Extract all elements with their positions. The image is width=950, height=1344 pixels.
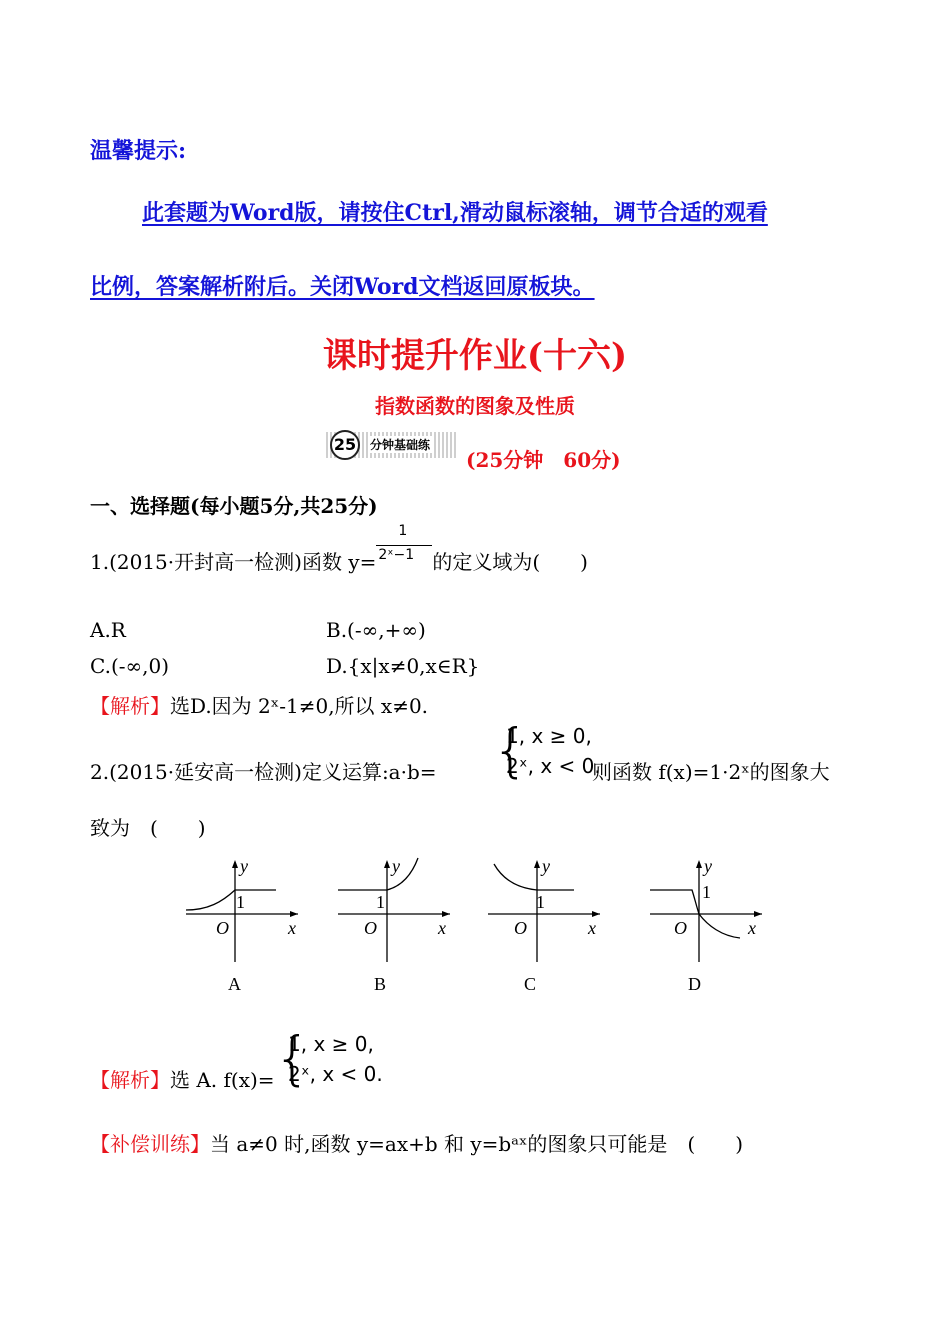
section-heading: 一、选择题(每小题5分,共25分): [90, 494, 378, 518]
q2-analysis-brace: {: [274, 1024, 311, 1092]
graph-d-label: D: [688, 974, 701, 994]
graph-b-label: B: [374, 974, 387, 994]
q2-analysis-case-2: 2ˣ, x < 0.: [288, 1062, 383, 1086]
tip-line-2[interactable]: 比例，答案解析附后。关闭Word文档返回原板块。: [90, 274, 595, 300]
q2-case-2: 2ˣ, x < 0.: [506, 754, 601, 778]
q1-analysis-text: 选D.因为 2ˣ-1≠0,所以 x≠0.: [170, 694, 429, 718]
time-score: (25分钟 60分): [466, 448, 621, 472]
graph-d[interactable]: [642, 856, 774, 996]
q1-option-c: C.(-∞,0): [90, 654, 170, 678]
graph-c-x-label: x: [588, 918, 596, 938]
graph-b[interactable]: [330, 856, 462, 996]
supplement-label: 【补偿训练】: [90, 1132, 210, 1156]
graph-b-one: 1: [376, 892, 385, 912]
graph-d-x-arrow: [754, 911, 762, 917]
graph-c-label: C: [524, 974, 537, 994]
q1-stem-suffix: 的定义域为( ): [432, 550, 588, 574]
q1-frac-bar: [376, 545, 432, 546]
graph-d-origin: O: [674, 918, 687, 938]
graph-c-y-label: y: [542, 856, 550, 876]
q2-stem-suffix: 则函数 f(x)=1·2ˣ的图象大: [592, 760, 830, 784]
graph-d-one: 1: [702, 882, 711, 902]
q2-analysis-case-1: 1, x ≥ 0,: [288, 1032, 374, 1056]
q2-stem: 2.(2015·延安高一检测)定义运算:a·b=: [90, 760, 437, 784]
q2-analysis-label: 【解析】: [90, 1068, 170, 1092]
graph-d-y-arrow: [696, 860, 702, 868]
q1-frac-den: 2ˣ−1: [378, 547, 415, 563]
graph-a-y-label: y: [240, 856, 248, 876]
supplement-text: 当 a≠0 时,函数 y=ax+b 和 y=bᵃˣ的图象只可能是 ( ): [210, 1132, 744, 1156]
graph-a-x-label: x: [288, 918, 296, 938]
graph-b-curve: [338, 858, 418, 890]
graph-a[interactable]: [178, 856, 310, 996]
graph-b-y-arrow: [384, 860, 390, 868]
q1-option-a: A.R: [90, 618, 126, 642]
q2-analysis-piecewise: [274, 1024, 396, 1092]
q2-stem-line2: 致为 ( ): [90, 816, 206, 840]
graph-c-y-arrow: [534, 860, 540, 868]
graph-b-x-arrow: [442, 911, 450, 917]
graph-a-y-arrow: [232, 860, 238, 868]
timer-badge: [326, 430, 456, 460]
q1-option-b: B.(-∞,+∞): [326, 618, 426, 642]
graph-a-origin: O: [216, 918, 229, 938]
q2-case-1: 1, x ≥ 0,: [506, 724, 592, 748]
q2-analysis-text: 选 A. f(x)=: [170, 1068, 275, 1092]
q1-stem-prefix: 1.(2015·开封高一检测)函数 y=: [90, 550, 377, 574]
graph-c[interactable]: [480, 856, 612, 996]
tip-title: 温馨提示:: [90, 138, 187, 164]
q2-brace: {: [492, 716, 529, 784]
graph-b-origin: O: [364, 918, 377, 938]
q2-piecewise: [492, 716, 601, 784]
graph-a-curve: [186, 890, 276, 910]
graph-b-x-label: x: [438, 918, 446, 938]
tip-line-1[interactable]: 此套题为Word版，请按住Ctrl,滑动鼠标滚轴，调节合适的观看: [142, 200, 768, 226]
graph-b-y-label: y: [392, 856, 400, 876]
q1-option-d: D.{x|x≠0,x∈R}: [326, 654, 480, 678]
page-title: 课时提升作业(十六): [322, 336, 628, 376]
graph-a-label: A: [228, 974, 241, 994]
supplement: [90, 1128, 743, 1157]
page-subtitle: 指数函数的图象及性质: [375, 394, 575, 418]
q2-analysis: [90, 1064, 275, 1093]
graph-a-one: 1: [236, 892, 245, 912]
q1-analysis: [90, 690, 428, 719]
q1-frac-num: 1: [398, 523, 408, 539]
graph-c-x-arrow: [592, 911, 600, 917]
graph-c-origin: O: [514, 918, 527, 938]
graph-d-y-label: y: [704, 856, 712, 876]
graph-c-curve: [494, 864, 574, 890]
graph-d-x-label: x: [748, 918, 756, 938]
badge-text: 分钟基础练: [370, 438, 431, 452]
graph-c-one: 1: [536, 892, 545, 912]
q1-stem: [90, 523, 588, 575]
q1-fraction: [376, 523, 432, 569]
badge-number: 25: [330, 430, 360, 460]
q1-analysis-label: 【解析】: [90, 694, 170, 718]
graph-a-x-arrow: [290, 911, 298, 917]
